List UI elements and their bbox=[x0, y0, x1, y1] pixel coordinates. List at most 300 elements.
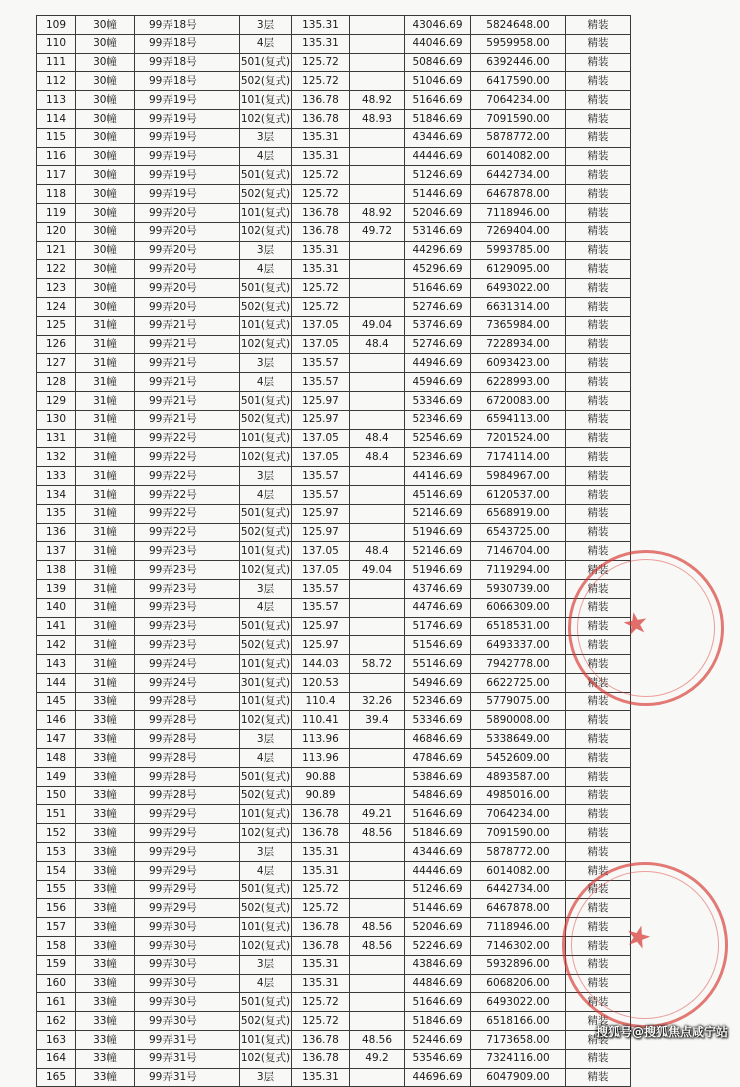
extra-area-cell: 49.04 bbox=[350, 316, 405, 335]
total-price-cell: 4893587.00 bbox=[471, 767, 566, 786]
area-cell: 135.31 bbox=[292, 34, 350, 53]
floor-unit-cell: 501(复式) bbox=[240, 993, 292, 1012]
floor-unit-cell: 4层 bbox=[240, 861, 292, 880]
floor-unit-cell: 102(复式) bbox=[240, 561, 292, 580]
area-cell: 125.72 bbox=[292, 993, 350, 1012]
row-number-cell: 151 bbox=[37, 805, 76, 824]
seal-star-icon: ★ bbox=[619, 604, 652, 644]
area-cell: 137.05 bbox=[292, 542, 350, 561]
building-cell: 31幢 bbox=[76, 429, 135, 448]
unit-price-cell: 51246.69 bbox=[405, 166, 471, 185]
building-cell: 30幢 bbox=[76, 166, 135, 185]
area-cell: 110.41 bbox=[292, 711, 350, 730]
building-cell: 31幢 bbox=[76, 523, 135, 542]
unit-price-cell: 53146.69 bbox=[405, 222, 471, 241]
table-row bbox=[37, 147, 631, 166]
table-row bbox=[37, 974, 631, 993]
extra-area-cell bbox=[350, 467, 405, 486]
table-row bbox=[37, 297, 631, 316]
row-number-cell: 138 bbox=[37, 561, 76, 580]
extra-area-cell bbox=[350, 128, 405, 147]
extra-area-cell bbox=[350, 354, 405, 373]
total-price-cell: 6568919.00 bbox=[471, 504, 566, 523]
unit-price-cell: 44946.69 bbox=[405, 354, 471, 373]
table-row bbox=[37, 730, 631, 749]
decoration-cell: 精装 bbox=[566, 617, 631, 636]
address-cell: 99弄21号 bbox=[135, 335, 240, 354]
extra-area-cell bbox=[350, 260, 405, 279]
table-row bbox=[37, 843, 631, 862]
row-number-cell: 154 bbox=[37, 861, 76, 880]
total-price-cell: 6518166.00 bbox=[471, 1012, 566, 1031]
decoration-cell: 精装 bbox=[566, 185, 631, 204]
address-cell: 99弄21号 bbox=[135, 354, 240, 373]
table-row bbox=[37, 955, 631, 974]
table-row bbox=[37, 692, 631, 711]
total-price-cell: 6467878.00 bbox=[471, 899, 566, 918]
address-cell: 99弄22号 bbox=[135, 504, 240, 523]
extra-area-cell: 58.72 bbox=[350, 655, 405, 674]
table-row bbox=[37, 203, 631, 222]
floor-unit-cell: 4层 bbox=[240, 974, 292, 993]
area-cell: 110.4 bbox=[292, 692, 350, 711]
table-row bbox=[37, 880, 631, 899]
extra-area-cell: 48.4 bbox=[350, 335, 405, 354]
row-number-cell: 161 bbox=[37, 993, 76, 1012]
total-price-cell: 6392446.00 bbox=[471, 53, 566, 72]
address-cell: 99弄23号 bbox=[135, 617, 240, 636]
building-cell: 33幢 bbox=[76, 767, 135, 786]
table-row bbox=[37, 918, 631, 937]
total-price-cell: 7091590.00 bbox=[471, 109, 566, 128]
floor-unit-cell: 3层 bbox=[240, 128, 292, 147]
extra-area-cell bbox=[350, 147, 405, 166]
extra-area-cell bbox=[350, 297, 405, 316]
extra-area-cell: 48.56 bbox=[350, 937, 405, 956]
extra-area-cell bbox=[350, 485, 405, 504]
unit-price-cell: 53346.69 bbox=[405, 711, 471, 730]
extra-area-cell: 32.26 bbox=[350, 692, 405, 711]
table-row bbox=[37, 579, 631, 598]
total-price-cell: 5878772.00 bbox=[471, 128, 566, 147]
unit-price-cell: 53746.69 bbox=[405, 316, 471, 335]
table-row bbox=[37, 373, 631, 392]
area-cell: 125.72 bbox=[292, 185, 350, 204]
row-number-cell: 134 bbox=[37, 485, 76, 504]
unit-price-cell: 44446.69 bbox=[405, 147, 471, 166]
area-cell: 136.78 bbox=[292, 1031, 350, 1050]
address-cell: 99弄29号 bbox=[135, 880, 240, 899]
extra-area-cell bbox=[350, 34, 405, 53]
extra-area-cell bbox=[350, 974, 405, 993]
building-cell: 33幢 bbox=[76, 1012, 135, 1031]
building-cell: 30幢 bbox=[76, 128, 135, 147]
row-number-cell: 114 bbox=[37, 109, 76, 128]
address-cell: 99弄22号 bbox=[135, 485, 240, 504]
row-number-cell: 165 bbox=[37, 1068, 76, 1087]
table-row bbox=[37, 316, 631, 335]
row-number-cell: 139 bbox=[37, 579, 76, 598]
row-number-cell: 127 bbox=[37, 354, 76, 373]
row-number-cell: 123 bbox=[37, 279, 76, 298]
row-number-cell: 163 bbox=[37, 1031, 76, 1050]
extra-area-cell bbox=[350, 279, 405, 298]
table-row bbox=[37, 636, 631, 655]
extra-area-cell bbox=[350, 391, 405, 410]
area-cell: 125.72 bbox=[292, 297, 350, 316]
table-row bbox=[37, 222, 631, 241]
address-cell: 99弄19号 bbox=[135, 185, 240, 204]
building-cell: 31幢 bbox=[76, 655, 135, 674]
extra-area-cell bbox=[350, 373, 405, 392]
table-row bbox=[37, 34, 631, 53]
decoration-cell: 精装 bbox=[566, 636, 631, 655]
floor-unit-cell: 501(复式) bbox=[240, 166, 292, 185]
building-cell: 33幢 bbox=[76, 824, 135, 843]
building-cell: 30幢 bbox=[76, 53, 135, 72]
unit-price-cell: 51646.69 bbox=[405, 279, 471, 298]
building-cell: 33幢 bbox=[76, 749, 135, 768]
floor-unit-cell: 101(复式) bbox=[240, 918, 292, 937]
floor-unit-cell: 101(复式) bbox=[240, 91, 292, 110]
total-price-cell: 6047909.00 bbox=[471, 1068, 566, 1087]
extra-area-cell bbox=[350, 72, 405, 91]
row-number-cell: 119 bbox=[37, 203, 76, 222]
unit-price-cell: 53546.69 bbox=[405, 1049, 471, 1068]
table-row bbox=[37, 429, 631, 448]
row-number-cell: 142 bbox=[37, 636, 76, 655]
building-cell: 31幢 bbox=[76, 373, 135, 392]
source-watermark: 搜狐号@搜狐焦点咸宁站 bbox=[595, 1025, 728, 1039]
building-cell: 30幢 bbox=[76, 34, 135, 53]
row-number-cell: 159 bbox=[37, 955, 76, 974]
row-number-cell: 158 bbox=[37, 937, 76, 956]
address-cell: 99弄20号 bbox=[135, 241, 240, 260]
row-number-cell: 118 bbox=[37, 185, 76, 204]
unit-price-cell: 44146.69 bbox=[405, 467, 471, 486]
building-cell: 33幢 bbox=[76, 730, 135, 749]
building-cell: 30幢 bbox=[76, 147, 135, 166]
floor-unit-cell: 102(复式) bbox=[240, 109, 292, 128]
decoration-cell: 精装 bbox=[566, 1049, 631, 1068]
area-cell: 135.57 bbox=[292, 373, 350, 392]
unit-price-cell: 44046.69 bbox=[405, 34, 471, 53]
area-cell: 137.05 bbox=[292, 335, 350, 354]
unit-price-cell: 51646.69 bbox=[405, 91, 471, 110]
price-table bbox=[36, 15, 631, 1087]
table-row bbox=[37, 185, 631, 204]
area-cell: 135.57 bbox=[292, 598, 350, 617]
total-price-cell: 6493022.00 bbox=[471, 279, 566, 298]
row-number-cell: 164 bbox=[37, 1049, 76, 1068]
decoration-cell: 精装 bbox=[566, 297, 631, 316]
area-cell: 113.96 bbox=[292, 730, 350, 749]
building-cell: 30幢 bbox=[76, 91, 135, 110]
building-cell: 31幢 bbox=[76, 673, 135, 692]
address-cell: 99弄30号 bbox=[135, 993, 240, 1012]
area-cell: 136.78 bbox=[292, 937, 350, 956]
decoration-cell: 精装 bbox=[566, 805, 631, 824]
unit-price-cell: 51546.69 bbox=[405, 636, 471, 655]
extra-area-cell bbox=[350, 504, 405, 523]
table-row bbox=[37, 391, 631, 410]
address-cell: 99弄21号 bbox=[135, 410, 240, 429]
address-cell: 99弄29号 bbox=[135, 899, 240, 918]
total-price-cell: 6493022.00 bbox=[471, 993, 566, 1012]
floor-unit-cell: 3层 bbox=[240, 843, 292, 862]
decoration-cell: 精装 bbox=[566, 824, 631, 843]
floor-unit-cell: 102(复式) bbox=[240, 824, 292, 843]
area-cell: 135.57 bbox=[292, 467, 350, 486]
table-row bbox=[37, 673, 631, 692]
row-number-cell: 141 bbox=[37, 617, 76, 636]
decoration-cell: 精装 bbox=[566, 391, 631, 410]
unit-price-cell: 52746.69 bbox=[405, 335, 471, 354]
building-cell: 33幢 bbox=[76, 711, 135, 730]
address-cell: 99弄30号 bbox=[135, 937, 240, 956]
row-number-cell: 112 bbox=[37, 72, 76, 91]
decoration-cell: 精装 bbox=[566, 974, 631, 993]
decoration-cell: 精装 bbox=[566, 467, 631, 486]
table-row bbox=[37, 523, 631, 542]
table-row bbox=[37, 166, 631, 185]
area-cell: 135.31 bbox=[292, 16, 350, 35]
total-price-cell: 5338649.00 bbox=[471, 730, 566, 749]
floor-unit-cell: 3层 bbox=[240, 579, 292, 598]
building-cell: 31幢 bbox=[76, 636, 135, 655]
area-cell: 136.78 bbox=[292, 805, 350, 824]
total-price-cell: 7064234.00 bbox=[471, 91, 566, 110]
total-price-cell: 7365984.00 bbox=[471, 316, 566, 335]
decoration-cell: 精装 bbox=[566, 373, 631, 392]
address-cell: 99弄22号 bbox=[135, 467, 240, 486]
area-cell: 135.31 bbox=[292, 974, 350, 993]
total-price-cell: 6543725.00 bbox=[471, 523, 566, 542]
decoration-cell: 精装 bbox=[566, 1031, 631, 1050]
building-cell: 30幢 bbox=[76, 260, 135, 279]
building-cell: 33幢 bbox=[76, 805, 135, 824]
floor-unit-cell: 102(复式) bbox=[240, 937, 292, 956]
total-price-cell: 5993785.00 bbox=[471, 241, 566, 260]
row-number-cell: 149 bbox=[37, 767, 76, 786]
table-row bbox=[37, 16, 631, 35]
area-cell: 135.57 bbox=[292, 485, 350, 504]
decoration-cell: 精装 bbox=[566, 354, 631, 373]
address-cell: 99弄20号 bbox=[135, 297, 240, 316]
decoration-cell: 精装 bbox=[566, 955, 631, 974]
address-cell: 99弄28号 bbox=[135, 767, 240, 786]
unit-price-cell: 50846.69 bbox=[405, 53, 471, 72]
total-price-cell: 6467878.00 bbox=[471, 185, 566, 204]
address-cell: 99弄19号 bbox=[135, 128, 240, 147]
area-cell: 135.31 bbox=[292, 128, 350, 147]
total-price-cell: 6129095.00 bbox=[471, 260, 566, 279]
floor-unit-cell: 101(复式) bbox=[240, 805, 292, 824]
decoration-cell: 精装 bbox=[566, 598, 631, 617]
building-cell: 31幢 bbox=[76, 485, 135, 504]
decoration-cell: 精装 bbox=[566, 260, 631, 279]
building-cell: 30幢 bbox=[76, 16, 135, 35]
unit-price-cell: 51946.69 bbox=[405, 523, 471, 542]
floor-unit-cell: 102(复式) bbox=[240, 1049, 292, 1068]
table-row bbox=[37, 786, 631, 805]
row-number-cell: 152 bbox=[37, 824, 76, 843]
decoration-cell: 精装 bbox=[566, 749, 631, 768]
extra-area-cell: 49.72 bbox=[350, 222, 405, 241]
table-row bbox=[37, 1031, 631, 1050]
building-cell: 33幢 bbox=[76, 861, 135, 880]
floor-unit-cell: 501(复式) bbox=[240, 504, 292, 523]
row-number-cell: 117 bbox=[37, 166, 76, 185]
decoration-cell: 精装 bbox=[566, 147, 631, 166]
decoration-cell: 精装 bbox=[566, 579, 631, 598]
floor-unit-cell: 102(复式) bbox=[240, 448, 292, 467]
extra-area-cell bbox=[350, 673, 405, 692]
table-row bbox=[37, 542, 631, 561]
extra-area-cell bbox=[350, 53, 405, 72]
unit-price-cell: 47846.69 bbox=[405, 749, 471, 768]
table-row bbox=[37, 1068, 631, 1087]
area-cell: 137.05 bbox=[292, 561, 350, 580]
row-number-cell: 113 bbox=[37, 91, 76, 110]
unit-price-cell: 52346.69 bbox=[405, 410, 471, 429]
row-number-cell: 115 bbox=[37, 128, 76, 147]
extra-area-cell bbox=[350, 880, 405, 899]
building-cell: 33幢 bbox=[76, 786, 135, 805]
unit-price-cell: 43046.69 bbox=[405, 16, 471, 35]
decoration-cell: 精装 bbox=[566, 1068, 631, 1087]
extra-area-cell bbox=[350, 410, 405, 429]
address-cell: 99弄28号 bbox=[135, 711, 240, 730]
decoration-cell: 精装 bbox=[566, 523, 631, 542]
total-price-cell: 6720083.00 bbox=[471, 391, 566, 410]
extra-area-cell bbox=[350, 843, 405, 862]
floor-unit-cell: 101(复式) bbox=[240, 316, 292, 335]
address-cell: 99弄23号 bbox=[135, 561, 240, 580]
table-row bbox=[37, 504, 631, 523]
row-number-cell: 132 bbox=[37, 448, 76, 467]
table-row bbox=[37, 861, 631, 880]
total-price-cell: 5932896.00 bbox=[471, 955, 566, 974]
table-row bbox=[37, 448, 631, 467]
total-price-cell: 7064234.00 bbox=[471, 805, 566, 824]
area-cell: 136.78 bbox=[292, 918, 350, 937]
total-price-cell: 6518531.00 bbox=[471, 617, 566, 636]
address-cell: 99弄29号 bbox=[135, 805, 240, 824]
extra-area-cell: 48.4 bbox=[350, 429, 405, 448]
decoration-cell: 精装 bbox=[566, 730, 631, 749]
building-cell: 30幢 bbox=[76, 109, 135, 128]
area-cell: 136.78 bbox=[292, 203, 350, 222]
row-number-cell: 131 bbox=[37, 429, 76, 448]
extra-area-cell bbox=[350, 730, 405, 749]
total-price-cell: 6014082.00 bbox=[471, 147, 566, 166]
row-number-cell: 128 bbox=[37, 373, 76, 392]
row-number-cell: 162 bbox=[37, 1012, 76, 1031]
building-cell: 31幢 bbox=[76, 335, 135, 354]
floor-unit-cell: 101(复式) bbox=[240, 542, 292, 561]
area-cell: 125.97 bbox=[292, 523, 350, 542]
area-cell: 136.78 bbox=[292, 824, 350, 843]
extra-area-cell bbox=[350, 16, 405, 35]
row-number-cell: 133 bbox=[37, 467, 76, 486]
table-row bbox=[37, 91, 631, 110]
row-number-cell: 120 bbox=[37, 222, 76, 241]
extra-area-cell bbox=[350, 617, 405, 636]
extra-area-cell bbox=[350, 786, 405, 805]
area-cell: 90.89 bbox=[292, 786, 350, 805]
address-cell: 99弄31号 bbox=[135, 1031, 240, 1050]
floor-unit-cell: 4层 bbox=[240, 373, 292, 392]
table-row bbox=[37, 53, 631, 72]
building-cell: 33幢 bbox=[76, 843, 135, 862]
area-cell: 136.78 bbox=[292, 91, 350, 110]
area-cell: 136.78 bbox=[292, 109, 350, 128]
area-cell: 125.72 bbox=[292, 899, 350, 918]
row-number-cell: 147 bbox=[37, 730, 76, 749]
decoration-cell: 精装 bbox=[566, 542, 631, 561]
area-cell: 125.72 bbox=[292, 880, 350, 899]
unit-price-cell: 46846.69 bbox=[405, 730, 471, 749]
building-cell: 30幢 bbox=[76, 222, 135, 241]
floor-unit-cell: 301(复式) bbox=[240, 673, 292, 692]
decoration-cell: 精装 bbox=[566, 335, 631, 354]
total-price-cell: 7228934.00 bbox=[471, 335, 566, 354]
row-number-cell: 140 bbox=[37, 598, 76, 617]
unit-price-cell: 53846.69 bbox=[405, 767, 471, 786]
row-number-cell: 136 bbox=[37, 523, 76, 542]
decoration-cell: 精装 bbox=[566, 673, 631, 692]
area-cell: 125.97 bbox=[292, 504, 350, 523]
building-cell: 33幢 bbox=[76, 918, 135, 937]
row-number-cell: 122 bbox=[37, 260, 76, 279]
unit-price-cell: 51846.69 bbox=[405, 109, 471, 128]
building-cell: 30幢 bbox=[76, 279, 135, 298]
total-price-cell: 7118946.00 bbox=[471, 203, 566, 222]
area-cell: 125.72 bbox=[292, 53, 350, 72]
building-cell: 33幢 bbox=[76, 1068, 135, 1087]
decoration-cell: 精装 bbox=[566, 34, 631, 53]
area-cell: 135.31 bbox=[292, 955, 350, 974]
floor-unit-cell: 102(复式) bbox=[240, 222, 292, 241]
unit-price-cell: 52146.69 bbox=[405, 542, 471, 561]
building-cell: 33幢 bbox=[76, 974, 135, 993]
area-cell: 137.05 bbox=[292, 448, 350, 467]
unit-price-cell: 52046.69 bbox=[405, 203, 471, 222]
unit-price-cell: 51046.69 bbox=[405, 72, 471, 91]
table-row bbox=[37, 749, 631, 768]
floor-unit-cell: 4层 bbox=[240, 147, 292, 166]
unit-price-cell: 51446.69 bbox=[405, 185, 471, 204]
floor-unit-cell: 501(复式) bbox=[240, 391, 292, 410]
total-price-cell: 6594113.00 bbox=[471, 410, 566, 429]
floor-unit-cell: 3层 bbox=[240, 16, 292, 35]
table-row bbox=[37, 1012, 631, 1031]
address-cell: 99弄23号 bbox=[135, 598, 240, 617]
area-cell: 90.88 bbox=[292, 767, 350, 786]
table-row bbox=[37, 72, 631, 91]
extra-area-cell bbox=[350, 166, 405, 185]
decoration-cell: 精装 bbox=[566, 993, 631, 1012]
total-price-cell: 6093423.00 bbox=[471, 354, 566, 373]
unit-price-cell: 45296.69 bbox=[405, 260, 471, 279]
building-cell: 30幢 bbox=[76, 72, 135, 91]
unit-price-cell: 52346.69 bbox=[405, 448, 471, 467]
building-cell: 31幢 bbox=[76, 504, 135, 523]
total-price-cell: 7146302.00 bbox=[471, 937, 566, 956]
address-cell: 99弄21号 bbox=[135, 373, 240, 392]
unit-price-cell: 44446.69 bbox=[405, 861, 471, 880]
